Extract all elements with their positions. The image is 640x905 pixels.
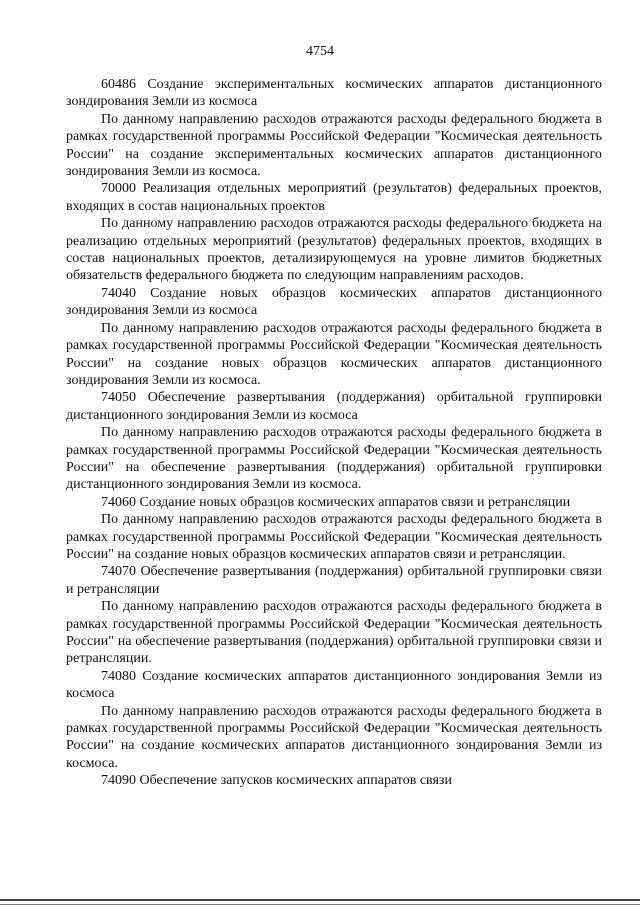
paragraph-74080-heading: 74080 Создание космических аппаратов дистанционного зондирования Земли из космоса xyxy=(66,668,602,702)
paragraph-74050-heading: 74050 Обеспечение развертывания (поддержания) орбитальной группировки дистанционного зондирования Земли из космоса xyxy=(66,390,602,423)
paragraph-70000-heading: 70000 Реализация отдельных мероприятий (результатов) федеральных проектов, входящих в состав национальных проектов xyxy=(66,181,602,214)
paragraph-74040-heading: 74040 Создание новых образцов космических аппаратов дистанционного зондирования Земли из космоса xyxy=(66,285,602,319)
paragraph-70000-description: По данному направлению расходов отражаются расходы федерального бюджета на реализацию отдельных мероприятий (результатов) федеральных проектов, входящих в состав национальных проектов, детализирующемуся на уровне лимитов бюджетных обязательств федерального бюджета по следующим направлениям расходов. xyxy=(66,216,602,284)
page-number: 4754 xyxy=(306,44,334,59)
document-body xyxy=(66,76,602,790)
paragraph-74070-heading: 74070 Обеспечение развертывания (поддержания) орбитальной группировки связи и ретрансляции xyxy=(66,564,602,597)
paragraph-74090-heading: 74090 Обеспечение запусков космических аппаратов связи xyxy=(101,773,452,789)
paragraph-74080-description: По данному направлению расходов отражаются расходы федерального бюджета в рамках государственной программы Российской Федерации "Космическая деятельность России" на создание космических аппаратов дистанционного зондирования Земли из космоса. xyxy=(66,703,602,771)
paragraph-74060-heading: 74060 Создание новых образцов космических аппаратов связи и ретрансляции xyxy=(101,494,571,510)
paragraph-60486-description: По данному направлению расходов отражаются расходы федерального бюджета в рамках государственной программы Российской Федерации "Космическая деятельность России" на создание экспериментальных космических аппаратов дистанционного зондирования Земли из космоса. xyxy=(66,111,602,180)
scan-edge-line xyxy=(0,899,640,901)
paragraph-60486-heading: 60486 Создание экспериментальных космических аппаратов дистанционного зондирования Земли из космоса xyxy=(66,77,602,110)
paragraph-74060-description: По данному направлению расходов отражаются расходы федерального бюджета в рамках государственной программы Российской Федерации "Космическая деятельность России" на создание новых образцов космических аппаратов связи и ретрансляции. xyxy=(66,512,602,562)
paragraph-74040-description: По данному направлению расходов отражаются расходы федерального бюджета в рамках государственной программы Российской Федерации "Космическая деятельность России" на создание новых образцов космических аппаратов дистанционного зондирования Земли из космоса. xyxy=(66,320,602,388)
paragraph-74050-description: По данному направлению расходов отражаются расходы федерального бюджета в рамках государственной программы Российской Федерации "Космическая деятельность России" на обеспечение развертывания (поддержания) орбитальной группировки дистанционного зондирования Земли из космоса. xyxy=(66,425,602,493)
paragraph-74070-description: По данному направлению расходов отражаются расходы федерального бюджета в рамках государственной программы Российской Федерации "Космическая деятельность России" на обеспечение развертывания (поддержания) орбитальной группировки связи и ретрансляции. xyxy=(66,599,602,667)
